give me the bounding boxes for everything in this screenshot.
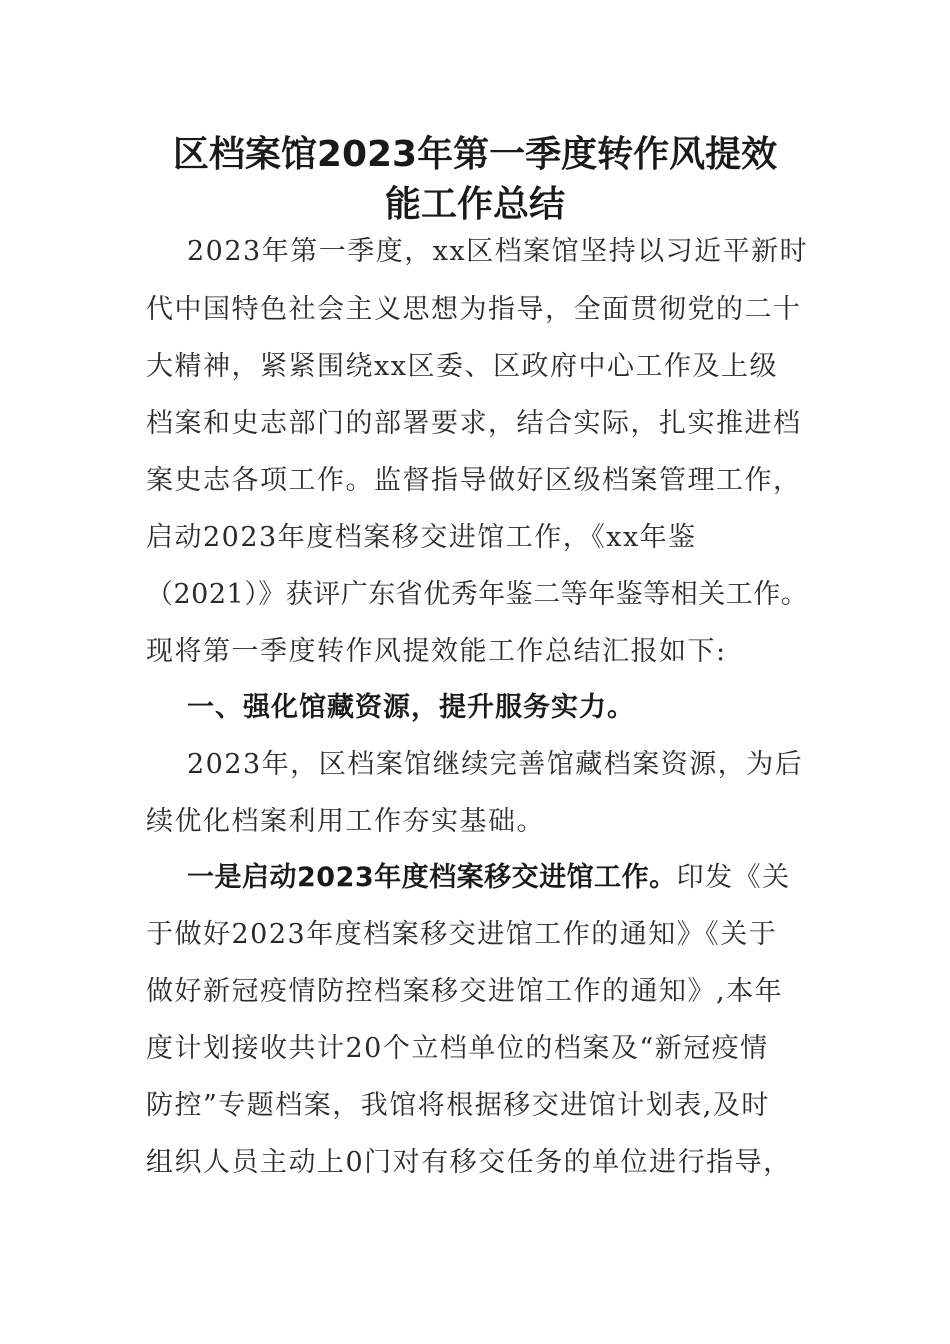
paragraph-3-line-1-rest: 印发《关 xyxy=(676,862,791,893)
paragraph-1-line-8: 现将第一季度转作风提效能工作总结汇报如下: xyxy=(146,636,727,667)
paragraph-1-line-7: （2021）》获评广东省优秀年鉴二等年鉴等相关工作。 xyxy=(146,579,809,610)
paragraph-3-line-2: 于做好2023年度档案移交进馆工作的通知》《关于 xyxy=(146,919,778,950)
paragraph-2-line-1: 2023年，区档案馆继续完善馆藏档案资源，为后 xyxy=(187,749,804,780)
paragraph-1-line-2: 代中国特色社会主义思想为指导，全面贯彻党的二十 xyxy=(146,294,802,325)
paragraph-1-line-4: 档案和史志部门的部署要求，结合实际，扎实推进档 xyxy=(146,408,802,439)
paragraph-3-line-4: 度计划接收共计20个立档单位的档案及“新冠疫情 xyxy=(146,1033,769,1064)
paragraph-1-line-5: 案史志各项工作。监督指导做好区级档案管理工作， xyxy=(146,465,802,496)
paragraph-1-line-3: 大精神，紧紧围绕xx区委、区政府中心工作及上级 xyxy=(146,351,778,382)
paragraph-3-line-6: 组织人员主动上0门对有移交任务的单位进行指导， xyxy=(146,1147,792,1178)
section-1-heading: 一、强化馆藏资源，提升服务实力。 xyxy=(187,692,635,723)
document-title-line-2: 能工作总结 xyxy=(384,184,565,225)
paragraph-3-line-3: 做好新冠疫情防控档案移交进馆工作的通知》,本年 xyxy=(146,976,784,1007)
paragraph-1-line-1: 2023年第一季度，xx区档案馆坚持以习近平新时 xyxy=(187,236,809,267)
paragraph-1-line-6: 启动2023年度档案移交进馆工作，《xx年鉴 xyxy=(146,522,697,553)
paragraph-3-line-5: 防控”专题档案，我馆将根据移交进馆计划表,及时 xyxy=(146,1090,770,1121)
paragraph-2-line-2: 续优化档案利用工作夯实基础。 xyxy=(146,806,545,837)
paragraph-3-line-1 xyxy=(187,858,791,898)
paragraph-3-bold-lead: 一是启动2023年度档案移交进馆工作。 xyxy=(187,862,677,893)
document-title-line-1: 区档案馆2023年第一季度转作风提效 xyxy=(172,134,778,175)
